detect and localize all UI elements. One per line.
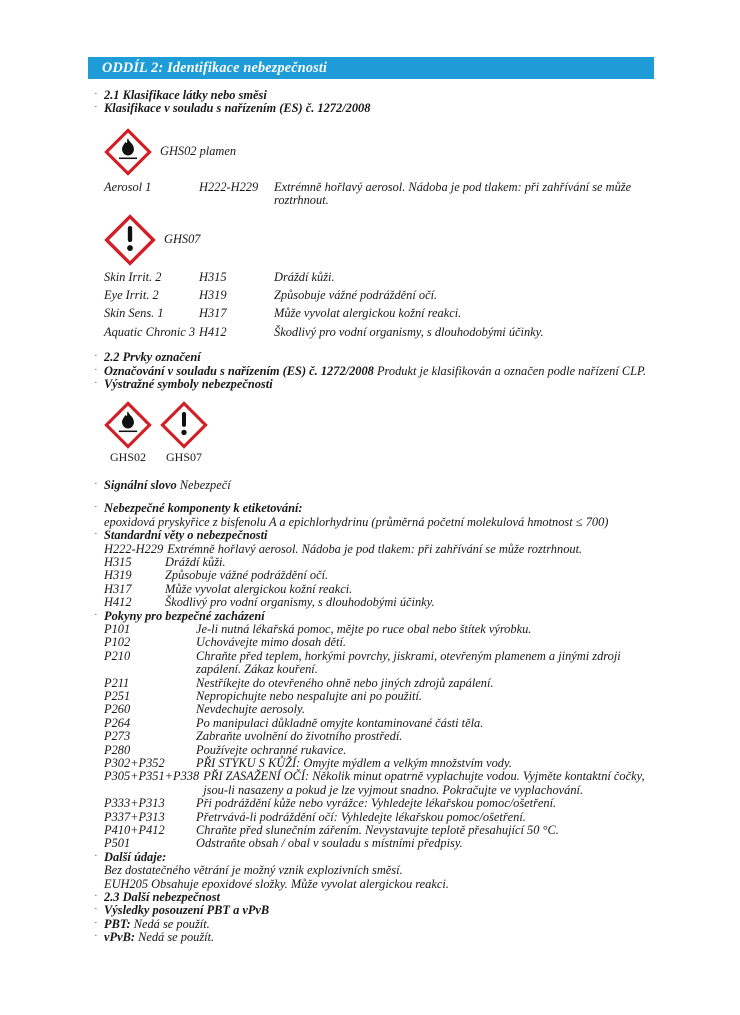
margin-dot: · [94,930,98,943]
precaution-statement [104,797,652,810]
margin-dot: · [94,528,98,541]
p-text: PŘI ZASAŽENÍ OČÍ: Několik minut opatrně vyplachujte vodou. Vyjměte kontaktní čočky, jsou-li nasazeny a pokud je lze vyjmout snadno. Pokračujte ve vyplachování. [203,769,645,797]
additional-info-line: EUH205 Obsahuje epoxidové složky. Může vyvolat alergickou reakci. [104,876,449,891]
p-code: P302+P352 [104,756,165,770]
margin-dot: · [94,477,98,490]
section-2 [88,57,654,945]
margin-dot: · [94,363,98,376]
p-code: P251 [104,688,131,703]
hazard-statement [104,556,652,569]
hazard-class: Aquatic Chronic 3 [104,324,196,339]
margin-dot: · [94,608,98,621]
hazard-statements-heading [94,528,652,543]
additional-info-heading [94,849,652,864]
vpvb-label: vPvB: [104,930,135,945]
hazard-code: H412 [199,324,227,339]
p-text: Odstraňte obsah / obal v souladu s místními předpisy. [196,836,463,851]
classification-row [104,326,652,339]
precaution-statement [104,717,652,730]
components-heading [94,501,652,516]
h-text: Škodlivý pro vodní organismy, s dlouhodobými účinky. [165,595,435,610]
precaution-heading [94,608,652,623]
precaution-statement [104,730,652,743]
additional-info-heading-label: Další údaje: [104,849,167,864]
pbt-results-heading [94,903,652,918]
ghs02-caption: GHS02 plamen [160,144,237,159]
heading-2-3 [94,890,652,905]
ghs02-labeled-pictogram [104,401,152,464]
p-text: Při podráždění kůže nebo vyrážce: Vyhledejte lékařskou pomoc/ošetření. [196,796,557,811]
p-text: PŘI STYKU S KŮŽÍ: Omyjte mýdlem a velkým množstvím vody. [196,756,512,770]
p-code: P501 [104,836,131,851]
h-code: H315 [104,554,132,569]
classification-heading-label: Klasifikace v souladu s nařízením (ES) č. 1272/2008 [104,101,371,116]
p-code: P305+P351+P338 [104,769,200,784]
p-code: P273 [104,729,131,744]
p-code: P410+P412 [104,823,165,838]
p-text: Nestříkejte do otevřeného ohně nebo jiných zdrojů zapálení. [196,675,494,690]
hazard-code: H317 [199,306,227,321]
h-text: Dráždí kůži. [165,554,226,569]
precaution-statement [104,703,652,716]
precaution-statement [104,690,652,703]
label-pictograms [104,401,652,464]
p-code: P101 [104,621,131,636]
ghs07-label: GHS07 [165,450,202,465]
precaution-statement [104,677,652,690]
heading-2-1 [94,88,652,102]
heading-2-2-label: 2.2 Prvky označení [104,350,201,365]
ghs07-caption: GHS07 [164,231,201,246]
h-code: H222-H229 [104,541,164,556]
hazard-class: Eye Irrit. 2 [104,288,159,303]
hazard-text: Může vyvolat alergickou kožní reakci. [274,306,462,321]
precaution-statement [104,837,652,850]
p-text: Nevdechujte aerosoly. [196,702,305,717]
hazard-class: Skin Sens. 1 [104,306,164,321]
heading-2-3-label: 2.3 Další nebezpečnost [104,890,220,905]
ghs02-flame-pictogram [104,128,152,176]
precaution-statement [104,650,652,677]
labeling-line [94,363,652,378]
heading-2-1-label: 2.1 Klasifikace látky nebo směsi [104,88,267,102]
h-code: H319 [104,568,132,583]
margin-dot: · [94,849,98,862]
classification-row [104,289,652,302]
p-text: Je-li nutná lékařská pomoc, mějte po ruce obal nebo štítek výrobku. [196,621,532,636]
margin-dot: · [94,890,98,903]
p-code: P337+P313 [104,809,165,824]
section-body [88,89,654,945]
vpvb-line [94,930,652,945]
precaution-statement [104,636,652,649]
h-code: H317 [104,581,132,596]
ghs07-exclamation-pictogram [160,401,208,449]
classification-heading [94,101,652,116]
margin-dot: · [94,916,98,929]
pbt-results-heading-label: Výsledky posouzení PBT a vPvB [104,903,270,918]
additional-info-line: Bez dostatečného větrání je možný vznik explozivních směsí. [104,863,403,878]
precaution-statement [104,824,652,837]
classification-row [104,307,652,320]
p-code: P280 [104,742,131,757]
margin-dot: · [94,101,98,114]
p-code: P210 [104,648,131,663]
heading-2-2 [94,350,652,365]
hazard-class: Aerosol 1 [104,179,152,194]
h-text: Může vyvolat alergickou kožní reakci. [165,581,353,596]
ghs07-pictogram-row [104,214,652,266]
p-code: P102 [104,635,131,650]
hazard-statements-heading-label: Standardní věty o nebezpečnosti [104,528,268,543]
hazard-text: Škodlivý pro vodní organismy, s dlouhodobými účinky. [274,324,544,339]
components-heading-label: Nebezpečné komponenty k etiketování: [104,501,303,516]
h-code: H412 [104,595,132,610]
margin-dot: · [94,350,98,363]
ghs02-pictogram-row [104,128,652,176]
labeling-text: Produkt je klasifikován a označen podle nařízení CLP. [376,363,647,378]
ghs02-label: GHS02 [109,450,146,465]
hazard-code: H315 [199,269,227,284]
hazard-statement [104,543,652,556]
ghs02-flame-pictogram [104,401,152,449]
margin-dot: · [94,501,98,514]
margin-dot: · [94,903,98,916]
p-text: Uchovávejte mimo dosah dětí. [196,635,347,650]
p-text: Přetrvává-li podráždění očí: Vyhledejte lékařskou pomoc/ošetření. [196,809,526,824]
signal-word-line [94,477,652,492]
hazard-text: Extrémně hořlavý aerosol. Nádoba je pod tlakem: při zahřívání se může roztrhnout. [274,179,632,208]
margin-dot: · [94,88,98,100]
section-header-bar [88,57,654,79]
precaution-statement [104,770,652,797]
p-code: P264 [104,715,131,730]
p-code: P211 [104,675,130,690]
labeling-label: Označování v souladu s nařízením (ES) č. 1272/2008 [104,363,374,378]
hazard-code: H319 [199,288,227,303]
signal-word: Nebezpečí [179,477,231,492]
hazard-statement [104,569,652,582]
symbols-heading [94,377,652,392]
hazard-class: Skin Irrit. 2 [104,269,162,284]
classification-row [104,181,652,208]
hazard-text: Způsobuje vážné podráždění očí. [274,288,438,303]
p-text: Používejte ochranné rukavice. [196,742,347,757]
margin-dot: · [94,377,98,390]
pbt-label: PBT: [104,916,131,931]
p-text: Nepropichujte nebo nespalujte ani po použití. [196,688,422,703]
vpvb-text: Nedá se použít. [138,930,215,945]
hazard-statement [104,596,652,609]
p-text: Chraňte před slunečním zářením. Nevystavujte teplotě přesahující 50 °C. [196,823,559,838]
hazard-text: Dráždí kůži. [274,269,335,284]
precaution-heading-label: Pokyny pro bezpečné zacházení [104,608,265,623]
precaution-statement [104,757,652,770]
components-text: epoxidová pryskyřice z bisfenolu A a epichlorhydrinu (průměrná početní molekulová hmotnost ≤ 700) [104,514,609,529]
symbols-heading-label: Výstražné symboly nebezpečnosti [104,377,273,392]
hazard-statement [104,583,652,596]
h-text: Extrémně hořlavý aerosol. Nádoba je pod tlakem: při zahřívání se může roztrhnout. [167,541,583,556]
precaution-statement [104,744,652,757]
classification-row [104,271,652,284]
precaution-statement [104,811,652,824]
pbt-line [94,916,652,931]
section-title: ODDÍL 2: Identifikace nebezpečnosti [102,60,328,76]
precaution-statement [104,623,652,636]
signal-word-label: Signální slovo [104,477,177,492]
p-text: Po manipulaci důkladně omyjte kontaminované části těla. [196,715,484,730]
sds-page [0,57,740,1015]
hazard-code: H222-H229 [199,179,259,194]
ghs07-exclamation-pictogram [104,214,156,266]
p-code: P333+P313 [104,796,165,811]
p-code: P260 [104,702,131,717]
p-text: Zabraňte uvolnění do životního prostředí. [196,729,403,744]
h-text: Způsobuje vážné podráždění očí. [165,568,329,583]
pbt-text: Nedá se použít. [133,916,210,931]
p-text: Chraňte před teplem, horkými povrchy, jiskrami, otevřeným plamenem a jinými zdroji zapálení. Zákaz kouření. [196,648,621,677]
ghs07-labeled-pictogram [160,401,208,464]
